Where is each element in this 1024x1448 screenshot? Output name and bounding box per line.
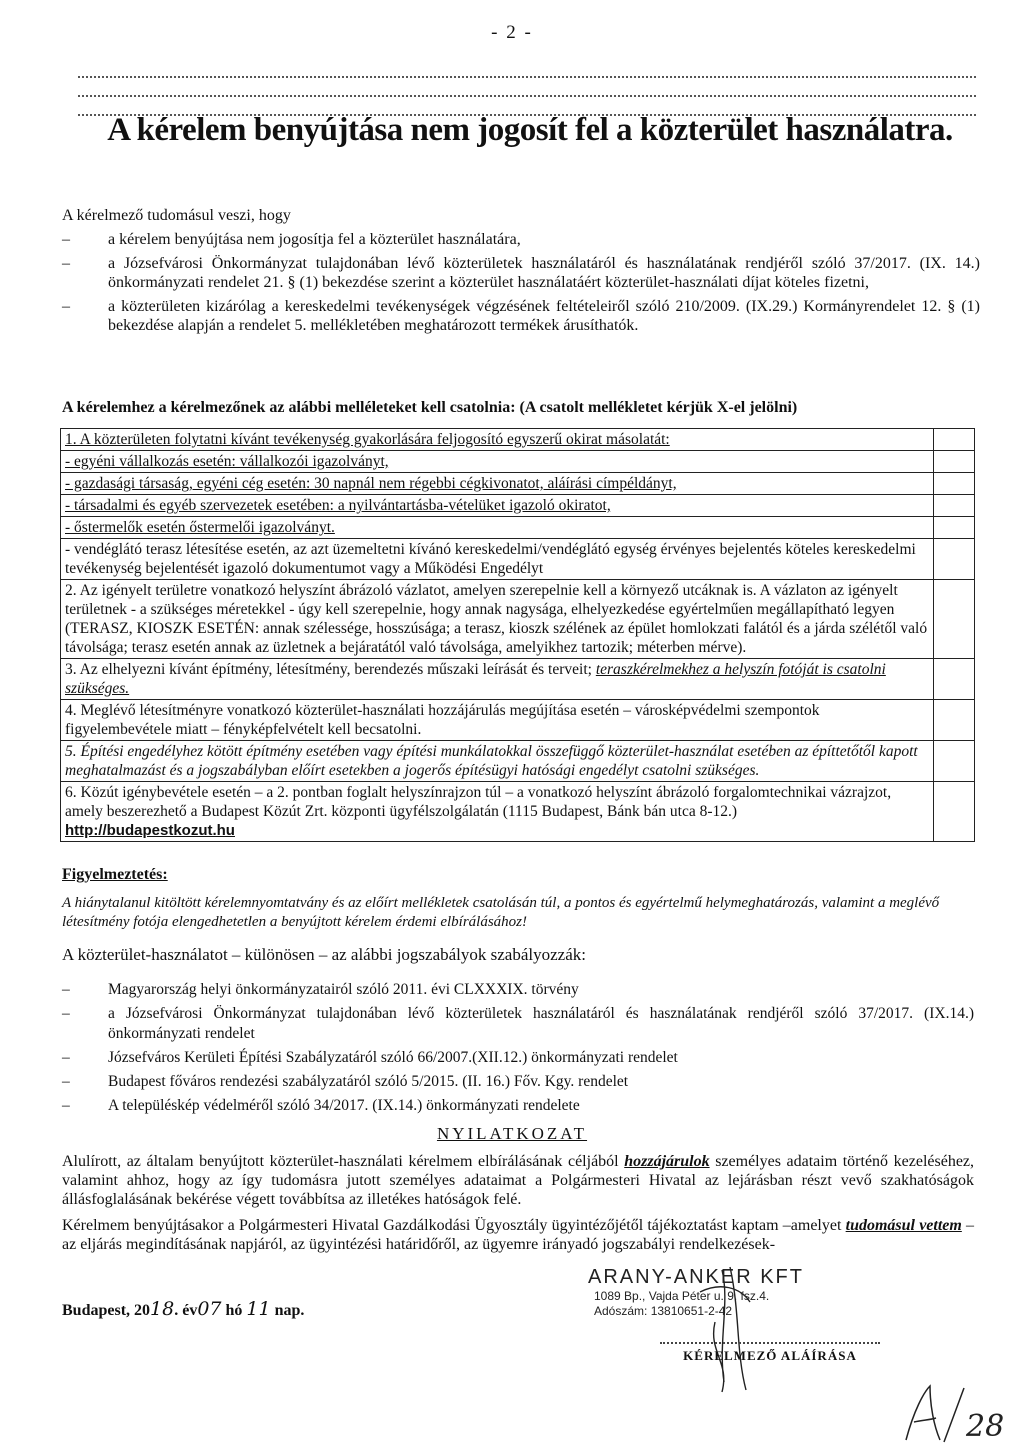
intro-lead: A kérelmező tudomásul veszi, hogy [62, 207, 291, 224]
stamp-tax-number: Adószám: 13810651-2-42 [594, 1304, 733, 1318]
kozut-link[interactable]: http://budapestkozut.hu [65, 822, 235, 839]
attachment-checkbox[interactable] [934, 580, 975, 659]
attachment-checkbox[interactable] [934, 539, 975, 580]
attachment-text: 4. Meglévő létesítményre vonatkozó közterület-használati hozzájárulás megújítása esetén – városképvédelmi szempontok figyelembevétele miatt – fényképfelvételt kell becsatolni. [61, 700, 934, 741]
list-item: – A településkép védelméről szóló 34/2017. (IX.14.) önkormányzati rendelete [62, 1097, 580, 1114]
intro-item: – a közterületen kizárólag a kereskedelmi tevékenységek végzésének feltételeiről szóló 210/2009. (IX.29.) Kormányrendelet 12. § (1) bekezdése alapján a rendelet 5. mellékletében meghatározott termékek árusíthatók. [62, 298, 980, 334]
table-row [61, 782, 975, 842]
declaration-paragraph-1: Alulírott, az általam benyújtott közterület-használati kérelmem elbírálásának céljából hozzájárulok személyes adataim történő kezeléséhez, valamint ahhoz, hogy az így tudomásra jutott személyes adataimat a Polgármesteri Hivatal az lejárásban részt vevő szakhatóságok állásfoglalásának bekérése végett továbbítsa az illetékes hatóságok felé. [62, 1153, 975, 1208]
page-mark-number: 28 [966, 1409, 1005, 1444]
attachment-checkbox[interactable] [934, 659, 975, 700]
attachment-text: - gazdasági társaság, egyéni cég esetén: 30 napnál nem régebbi cégkivonatot, aláírási címpéldányt, [61, 473, 934, 495]
signature-caption: KÉRELMEZŐ ALÁÍRÁSA [660, 1342, 880, 1364]
main-heading: A kérelem benyújtása nem jogosít fel a közterület használatra. [107, 112, 953, 148]
dotted-line-2 [78, 95, 976, 97]
handwritten-page-mark-icon [900, 1380, 1010, 1446]
attachment-text: - őstermelők esetén őstermelői igazolványt. [61, 517, 934, 539]
place-date-line: Budapest, 2018. év07 hó 11 nap. [62, 1298, 305, 1320]
intro-item: – a kérelem benyújtása nem jogosítja fel a közterület használatára, [62, 231, 521, 248]
table-row [61, 539, 975, 580]
table-row [61, 429, 975, 451]
list-item: – Magyarország helyi önkormányzatairól szóló 2011. évi CLXXXIX. törvény [62, 981, 579, 998]
table-row [61, 580, 975, 659]
table-row [61, 659, 975, 700]
table-row [61, 473, 975, 495]
attachment-text: - egyéni vállalkozás esetén: vállalkozói igazolványt, [61, 451, 934, 473]
stamp-address: 1089 Bp., Vajda Péter u. 9. fsz.4. [594, 1289, 770, 1303]
table-row [61, 741, 975, 782]
attachment-checkbox[interactable] [934, 517, 975, 539]
attachment-text: 1. A közterületen folytatni kívánt tevékenység gyakorlására feljogosító egyszerű okirat másolatát: [61, 429, 934, 451]
attachment-checkbox[interactable] [934, 782, 975, 842]
list-item: – a Józsefvárosi Önkormányzat tulajdonában lévő közterületek használatáról és használatának rendjéről szóló 37/2017. (IX.14.) önkormányzati rendelet [62, 1005, 974, 1042]
attachment-text: 5. Építési engedélyhez kötött építmény esetében vagy építési munkálatokkal összefüggő közterület-használat esetében az építtetőtől kapott meghatalmazást és a jogszabályban előírt esetekben a jogerős építésügyi hatósági engedélyt csatolni szükséges. [61, 741, 934, 782]
laws-heading: A közterület-használatot – különösen – az alábbi jogszabályok szabályozzák: [62, 945, 586, 964]
attachment-text: 2. Az igényelt területre vonatkozó helyszínt ábrázoló vázlatot, amelyen szerepelnie kell a környező utcáknak is. A vázlaton az igényelt területnek - a szükséges méretekkel - úgy kell szerepelnie, hogy annak nagysága, elhelyezkedése egyértelműen megállapítható legyen (TERASZ, KIOSZK ESETÉN: annak szélessége, hosszúsága; a terasz, kioszk szélének az épület homlokzati falától és a járda szélétől való távolsága; terasz esetén annak az üzletnek a bejáratától való távolsága, amelyikhez tartozik; méterben mérve). [61, 580, 934, 659]
dotted-line-1 [78, 76, 976, 78]
attachment-checkbox[interactable] [934, 429, 975, 451]
date-year[interactable]: 18 [150, 1298, 175, 1320]
attachment-text: 3. Az elhelyezni kívánt építmény, létesítmény, berendezés műszaki leírását és terveit; teraszkérelmekhez a helyszín fotóját is csatolni szükséges. [61, 659, 934, 700]
warning-text: A hiánytalanul kitöltött kérelemnyomtatvány és az előírt mellékletek csatolásán túl, a pontos és egyértelmű helymeghatározás, valamint a meglévő létesítmény fotója elengedhetetlen a benyújtott kérelem érdemi elbírálásához! [62, 895, 940, 930]
declaration-title: NYILATKOZAT [436, 1124, 588, 1143]
attachment-checkbox[interactable] [934, 495, 975, 517]
attachment-checkbox[interactable] [934, 473, 975, 495]
date-month[interactable]: 07 [197, 1298, 222, 1320]
table-row [61, 700, 975, 741]
date-day[interactable]: 11 [246, 1298, 271, 1320]
intro-section [62, 206, 980, 335]
intro-item: – a Józsefvárosi Önkormányzat tulajdonában lévő közterületek használatáról és használatának rendjéről szóló 37/2017. (IX. 14.) önkormányzati rendelet 21. § (1) bekezdése szerint a közterület használatáért közterület-használati díjat köteles fizetni, [62, 255, 980, 291]
stamp-company-name: ARANY-ANKER KFT [588, 1266, 804, 1288]
attachment-checkbox[interactable] [934, 700, 975, 741]
attachment-text: - társadalmi és egyéb szervezetek esetében: a nyilvántartásba-vételüket igazoló okiratot, [61, 495, 934, 517]
laws-list [62, 980, 974, 1120]
attachment-text: - vendéglátó terasz létesítése esetén, az azt üzemeltetni kívánó kereskedelmi/vendéglátó egység érvényes bejelentés köteles kereskedelmi tevékenység bejelentését igazoló dokumentumot vagy a Működési Engedélyt [61, 539, 934, 580]
attachment-checkbox[interactable] [934, 741, 975, 782]
list-item: – Budapest főváros rendezési szabályzatáról szóló 5/2015. (II. 16.) Főv. Kgy. rendelet [62, 1073, 629, 1090]
signature-icon [660, 1262, 790, 1402]
table-row [61, 451, 975, 473]
list-item: – Józsefváros Kerületi Építési Szabályzatáról szóló 66/2007.(XII.12.) önkormányzati rendelet [62, 1049, 678, 1066]
table-row [61, 495, 975, 517]
attachments-table [60, 428, 975, 842]
attachment-checkbox[interactable] [934, 451, 975, 473]
page-number: - 2 - [491, 22, 533, 43]
declaration-paragraph-2: Kérelmem benyújtásakor a Polgármesteri Hivatal Gazdálkodási Ügyosztály ügyintézőjétől tájékoztatást kaptam –amelyet tudomásul vettem – az eljárás megindításának napjáról, az ügyintézési határidőről, az ügyemre irányadó jogszabályi rendelkezések- [62, 1217, 975, 1253]
warning-title: Figyelmeztetés: [62, 866, 168, 883]
attachment-text: 6. Közút igénybevétele esetén – a 2. pontban foglalt helyszínrajzon túl – a vonatkozó helyszínt ábrázoló forgalomtechnikai vázrajzot, amely beszerezhető a Budapest Közút Zrt. központi ügyfélszolgálatán (1115 Budapest, Bánk bán utca 8-12.) http://budapestkozut.hu [61, 782, 934, 842]
attachments-heading: A kérelemhez a kérelmezőnek az alábbi melléleteket kell csatolnia: (A csatolt mellékletet kérjük X-el jelölni) [62, 399, 798, 416]
table-row [61, 517, 975, 539]
